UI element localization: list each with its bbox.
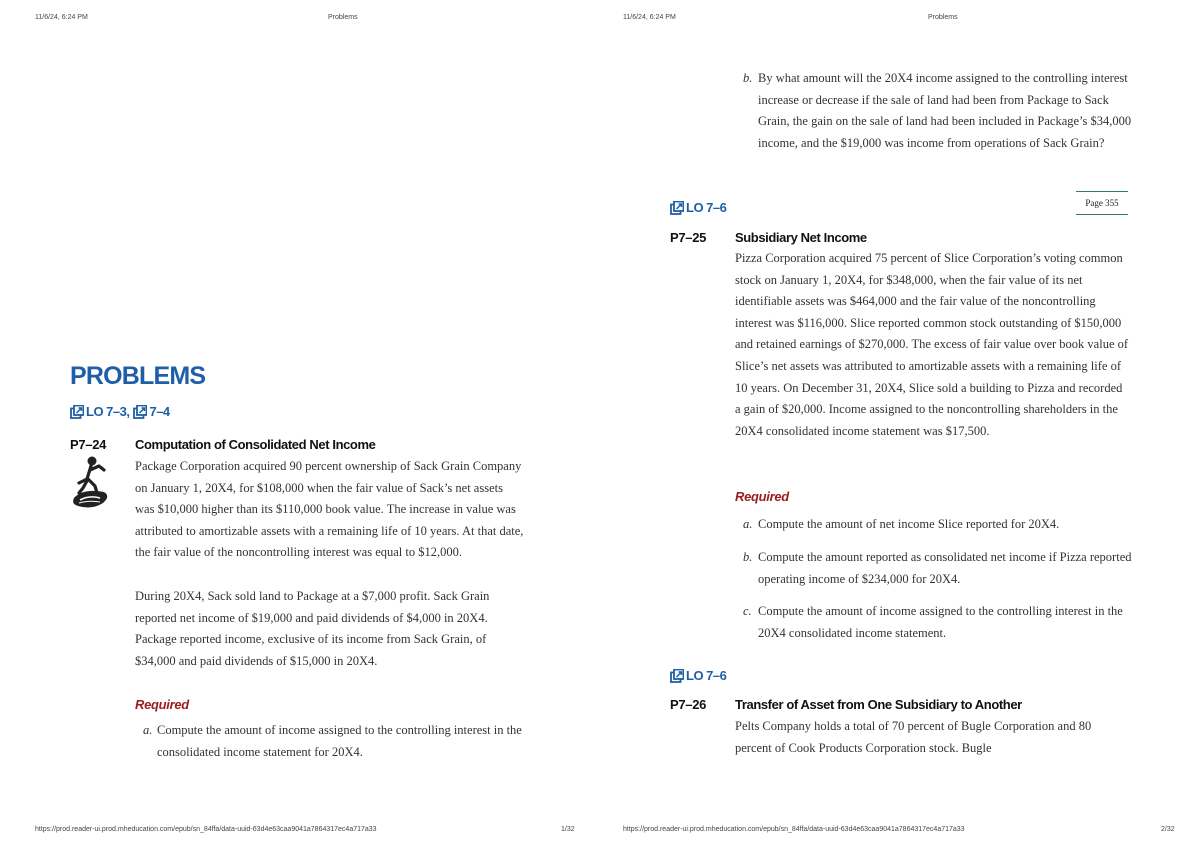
required-heading: Required <box>135 697 189 712</box>
requirement-a <box>743 514 1133 536</box>
item-text: By what amount will the 20X4 income assigned to the controlling interest increase or decrease if the sale of land had been from Package to Sack Grain, the gain on the sale of land had been included in Package’s $34,000 income, and the $19,000 was income from operations of Sack Grain? <box>758 71 1132 150</box>
problem-title: Subsidiary Net Income <box>735 230 867 245</box>
footer-page-number: 1/32 <box>561 826 575 833</box>
problem-number: P7–25 <box>670 230 707 245</box>
footer-page-number: 2/32 <box>1161 826 1175 833</box>
problem-text-1: Package Corporation acquired 90 percent ownership of Sack Grain Company on January 1, 20X4, for $108,000 when the fair value of Sack’s net assets was $10,000 higher than its $110,000 book value. The increase in value was attributed to amortizable assets with a remaining life of 10 years. At that date, the fair value of the noncontrolling interest was equal to $12,000. <box>135 459 524 560</box>
external-link-icon <box>670 669 684 683</box>
item-text: Compute the amount of net income Slice reported for 20X4. <box>758 517 1060 531</box>
lo-label: LO 7–3, <box>86 404 130 419</box>
item-label: b. <box>743 71 753 85</box>
learning-objective-link[interactable] <box>670 200 726 215</box>
external-link-icon <box>670 201 684 215</box>
problem-number: P7–26 <box>670 697 707 712</box>
lo-label: LO 7–6 <box>686 200 727 215</box>
page-right <box>600 0 1200 849</box>
footer-url: https://prod.reader-ui.prod.mheducation.com/epub/sn_84ffa/data-uuid-63d4e63caa9041a7864317ec4a717a33 <box>623 826 965 833</box>
page-marker: Page 355 <box>1076 191 1128 215</box>
problem-title: Computation of Consolidated Net Income <box>135 437 376 452</box>
requirement-b <box>743 547 1133 590</box>
lo-label: LO 7–6 <box>686 668 727 683</box>
problem-text: Pizza Corporation acquired 75 percent of Slice Corporation’s voting common stock on January 1, 20X4, for $348,000, when the fair value of its net identifiable assets was $464,000 and the fair value of the noncontrolling interest was $116,000. Slice reported common stock outstanding of $150,000 and retained earnings of $270,000. The excess of fair value over book value of Slice’s net assets was attributed to amortizable assets with a remaining life of 10 years. On December 31, 20X4, Slice sold a building to Pizza and recorded a gain of $20,000. Income assigned to the noncontrolling shareholders in the 20X4 consolidated income statement was $17,500. <box>735 251 1129 438</box>
problem-text: Pelts Company holds a total of 70 percent of Bugle Corporation and 80 percent of Cook Products Corporation stock. Bugle <box>735 719 1092 755</box>
problem-title: Transfer of Asset from One Subsidiary to Another <box>735 697 1022 712</box>
external-link-icon <box>133 405 147 419</box>
section-heading: PROBLEMS <box>70 362 206 390</box>
item-text: Compute the amount of income assigned to the controlling interest in the consolidated income statement for 20X4. <box>157 723 522 759</box>
item-text: Compute the amount reported as consolidated net income if Pizza reported operating income of $234,000 for 20X4. <box>758 550 1132 586</box>
learning-objective-link[interactable] <box>70 404 170 419</box>
item-label: c. <box>743 604 752 618</box>
required-heading: Required <box>735 489 789 504</box>
requirement-c <box>743 601 1133 644</box>
item-label: a. <box>143 723 153 737</box>
problem-number: P7–24 <box>70 437 107 452</box>
requirement-b <box>743 68 1133 154</box>
external-link-icon <box>70 405 84 419</box>
problem-text-2: During 20X4, Sack sold land to Package at a $7,000 profit. Sack Grain reported net income of $19,000 and paid dividends of $4,000 in 20X4. Package reported income, exclusive of its income from Sack Grain, of $34,000 and paid dividends of $15,000 in 20X4. <box>135 589 490 668</box>
item-label: b. <box>743 550 753 564</box>
header-title: Problems <box>928 14 958 21</box>
item-text: Compute the amount of income assigned to the controlling interest in the 20X4 consolidated income statement. <box>758 604 1123 640</box>
surfer-icon <box>70 455 112 510</box>
header-datetime: 11/6/24, 6:24 PM <box>623 14 676 21</box>
header-datetime: 11/6/24, 6:24 PM <box>35 14 88 21</box>
learning-objective-link[interactable] <box>670 668 726 683</box>
item-label: a. <box>743 517 753 531</box>
header-title: Problems <box>328 14 358 21</box>
lo-label-2: 7–4 <box>149 404 170 419</box>
footer-url: https://prod.reader-ui.prod.mheducation.com/epub/sn_84ffa/data-uuid-63d4e63caa9041a7864317ec4a717a33 <box>35 826 377 833</box>
requirement-a <box>143 720 523 763</box>
